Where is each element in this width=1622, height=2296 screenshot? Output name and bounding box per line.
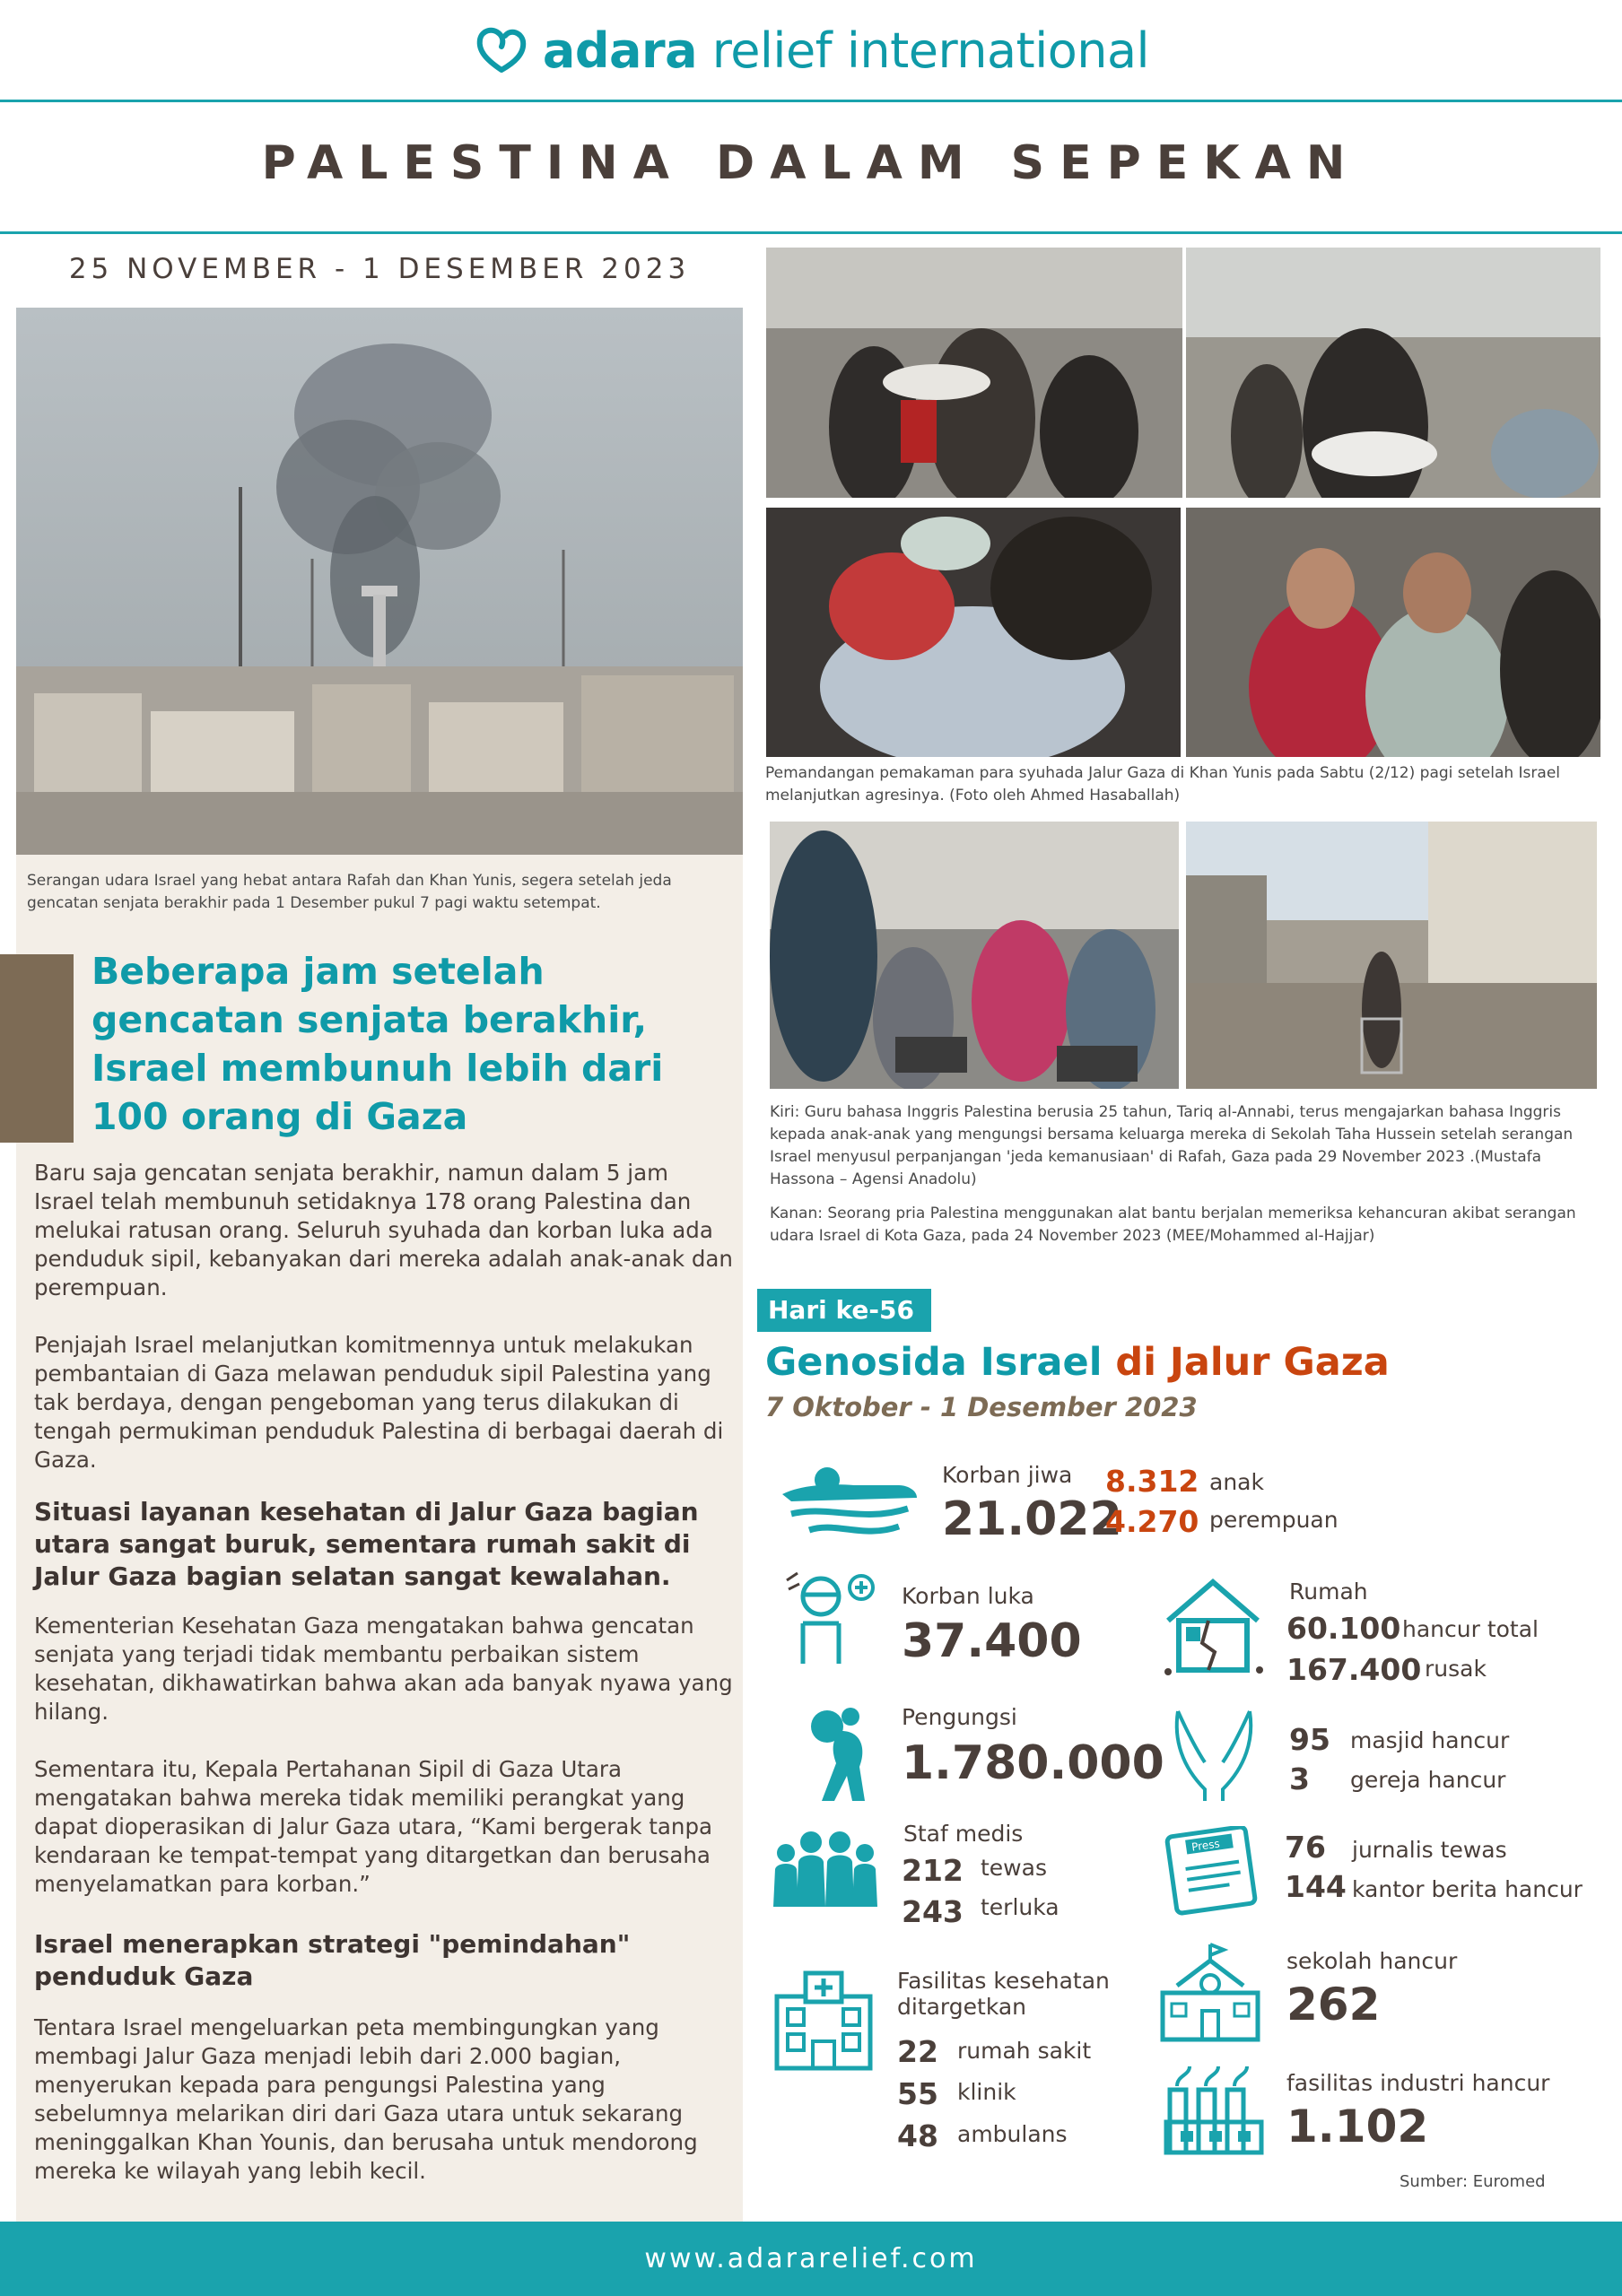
footer-url[interactable]: www.adararelief.com (0, 2222, 1622, 2296)
homes-destroyed-label: hancur total (1402, 1616, 1539, 1642)
subheading-displacement: Israel menerapkan strategi "pemindahan" penduduk Gaza (34, 1929, 631, 1991)
header-divider (0, 100, 1622, 102)
killed-children-label: anak (1209, 1469, 1264, 1495)
refugees-value: 1.780.000 (902, 1736, 1164, 1790)
homes-damaged-value: 167.400 (1286, 1652, 1422, 1687)
clinics-value: 55 (897, 2076, 938, 2111)
ambulances-value: 48 (897, 2118, 938, 2153)
medics-injured-label: terluka (981, 1894, 1060, 1920)
stats-title: Genosida Israel di Jalur Gaza (765, 1340, 1390, 1385)
refugees-label: Pengungsi (902, 1704, 1017, 1730)
day-badge: Hari ke-56 (757, 1289, 931, 1332)
funeral-photo-4 (1186, 508, 1600, 757)
destruction-caption: Kanan: Seorang pria Palestina menggunakan alat bantu berjalan memeriksa kehancuran akibat serangan udara Israel di Kota Gaza, pada 24 November 2023 (MEE/Mohammed al-Hajjar) (770, 1205, 1576, 1245)
killed-women-value: 4.270 (1105, 1504, 1199, 1539)
paragraph-1: Baru saja gencatan senjata berakhir, namun dalam 5 jam Israel telah membunuh setidaknya 178 orang Palestina dan melukai ratusan orang. Seluruh syuhada dan korban luka ada penduduk sipil, kebanyakan dari mereka adalah anak-anak dan perempuan. (34, 1160, 733, 1300)
stats-period: 7 Oktober - 1 Desember 2023 (765, 1392, 1198, 1422)
funeral-photo-2 (1186, 248, 1600, 498)
paragraph-5: Tentara Israel mengeluarkan peta membingungkan yang membagi Jalur Gaza menjadi lebih dari 2.000 bagian, menyerukan kepada para pengungsi Palestina yang sebelumnya melarikan diri dari Gaza utara untuk sekarang meninggalkan Khan Younis, dan berusaha untuk mendorong mereka ke wilayah yang lebih kecil. (34, 2014, 698, 2184)
churches-value: 3 (1289, 1761, 1310, 1796)
brand-header (0, 0, 1622, 100)
hospitals-value: 22 (897, 2034, 938, 2069)
newspaper-icon (1164, 1826, 1263, 1916)
killed-children-value: 8.312 (1105, 1464, 1199, 1499)
praying-hands-icon (1164, 1704, 1263, 1803)
homes-label: Rumah (1289, 1578, 1368, 1605)
funeral-caption: Pemandangan pemakaman para syuhada Jalur Gaza di Khan Yunis pada Sabtu (2/12) pagi setelah Israel melanjutkan agresinya. (Foto oleh Ahmed Hasaballah) (765, 764, 1561, 804)
news-offices-value: 144 (1285, 1869, 1347, 1904)
medics-injured-value: 243 (902, 1894, 964, 1929)
classroom-caption: Kiri: Guru bahasa Inggris Palestina berusia 25 tahun, Tariq al-Annabi, terus mengajarkan bahasa Inggris kepada anak-anak yang mengungsi bersama keluarga mereka di Sekolah Taha Hussein setelah serangan Israel menyusul perpanjangan 'jeda kemanusiaan' di Rafah, Gaza pada 29 November 2023 .(Mustafa Hassona – Agensi Anadolu) (770, 1103, 1574, 1188)
heart-logo-icon (473, 22, 530, 79)
health-label: Fasilitas kesehatan ditargetkan (897, 1968, 1110, 2020)
killed-value: 21.022 (942, 1492, 1122, 1546)
date-range: 25 NOVEMBER - 1 DESEMBER 2023 (68, 253, 691, 285)
killed-label: Korban jiwa (942, 1462, 1073, 1488)
journalists-value: 76 (1285, 1830, 1326, 1865)
paragraph-3: Kementerian Kesehatan Gaza mengatakan bahwa gencatan senjata yang terjadi tidak membantu perbaikan sistem kesehatan, dikhawatirkan bahwa akan ada banyak nyawa yang hilang. (34, 1613, 733, 1725)
medics-killed-label: tewas (981, 1855, 1047, 1881)
funeral-photo-3 (766, 508, 1181, 757)
killed-women-label: perempuan (1209, 1507, 1339, 1533)
destroyed-house-icon (1159, 1571, 1267, 1679)
hospital-icon (770, 1970, 877, 2072)
airstrike-photo (16, 308, 743, 855)
homes-damaged-label: rusak (1425, 1656, 1487, 1682)
medical-staff-icon (770, 1828, 881, 1909)
headline-accent-bar (0, 954, 74, 1143)
mosques-value: 95 (1289, 1722, 1330, 1757)
refugee-icon (807, 1704, 879, 1803)
body-icon (773, 1458, 926, 1548)
injured-person-icon (785, 1570, 884, 1668)
classroom-photo (770, 822, 1179, 1089)
factory-icon (1163, 2059, 1265, 2156)
funeral-photo-1 (766, 248, 1182, 498)
main-headline: Beberapa jam setelah gencatan senjata berakhir, Israel membunuh lebih dari 100 orang di Gaza (92, 950, 664, 1138)
clinics-label: klinik (957, 2079, 1016, 2105)
news-offices-label: kantor berita hancur (1352, 1876, 1583, 1902)
injured-value: 37.400 (902, 1614, 1082, 1668)
subheading-health: Situasi layanan kesehatan di Jalur Gaza bagian utara sangat buruk, sementara rumah sakit di Jalur Gaza bagian selatan sangat kewalahan. (34, 1497, 699, 1591)
ambulances-label: ambulans (957, 2121, 1068, 2147)
schools-value: 262 (1286, 1979, 1381, 2031)
medics-killed-value: 212 (902, 1853, 964, 1888)
paragraph-2: Penjajah Israel melanjutkan komitmennya untuk melakukan pembantaian di Gaza melawan penduduk sipil Palestina yang tak berdaya, dengan pengeboman yang terus dilakukan di tengah permukiman penduduk Palestina di berbagai daerah di Gaza. (34, 1332, 724, 1473)
industry-label: fasilitas industri hancur (1286, 2070, 1550, 2096)
source-note: Sumber: Euromed (1400, 2172, 1546, 2191)
hospitals-label: rumah sakit (957, 2038, 1092, 2064)
svg-text:Press: Press (1190, 1837, 1221, 1854)
medics-label: Staf medis (903, 1821, 1024, 1847)
industry-value: 1.102 (1286, 2100, 1429, 2152)
schools-label: sekolah hancur (1286, 1948, 1458, 1974)
page-title: PALESTINA DALAM SEPEKAN (261, 136, 1361, 190)
paragraph-4: Sementara itu, Kepala Pertahanan Sipil di Gaza Utara mengatakan bahwa mereka tidak memiliki perangkat yang dapat dioperasikan di Jalur Gaza utara, “Kami bergerak tanpa kendaraan ke tempat-tempat yang ditargetkan dan berusaha menyelamatkan para korban.” (34, 1756, 713, 1897)
main-photo-caption: Serangan udara Israel yang hebat antara Rafah dan Khan Yunis, segera setelah jeda gencatan senjata berakhir pada 1 Desember pukul 7 pagi waktu setempat. (27, 872, 672, 912)
churches-label: gereja hancur (1350, 1767, 1506, 1793)
journalists-label: jurnalis tewas (1352, 1837, 1507, 1863)
title-divider (0, 231, 1622, 234)
mosques-label: masjid hancur (1350, 1727, 1510, 1753)
school-icon (1159, 1941, 1261, 2043)
homes-destroyed-value: 60.100 (1286, 1611, 1401, 1646)
brand-name: adara relief international (542, 22, 1150, 79)
injured-label: Korban luka (902, 1583, 1034, 1609)
destruction-photo (1186, 822, 1597, 1089)
